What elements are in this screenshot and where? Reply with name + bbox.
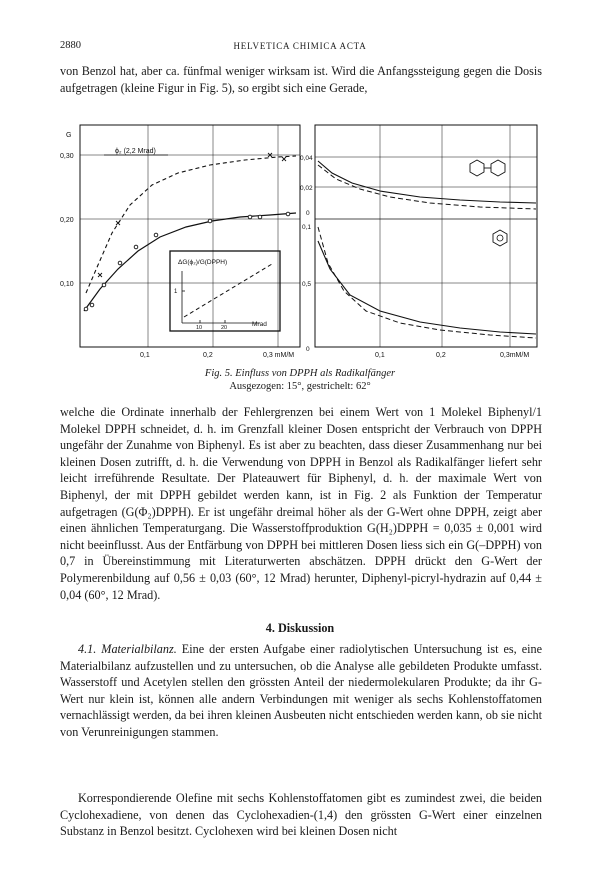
left-x-tick-03: 0,3 mM/M: [263, 352, 295, 359]
intro-text: von Benzol hat, aber ca. fünfmal weniger wirksam ist. Wird die Anfangssteigung gegen die Dosis aufgetragen (kleine Figur in Fig. 5), so ergibt sich eine Gerade,: [60, 64, 542, 95]
right-y-tick-0-bottom: 0: [306, 346, 310, 353]
running-header: [60, 40, 540, 54]
paragraph-2-title: 4.1. Materialbilanz.: [78, 642, 177, 656]
figure-5: [60, 123, 540, 367]
right-y-tick-01: 0,1: [302, 224, 312, 231]
paragraph-1-block: [60, 404, 542, 603]
right-y-tick-004: 0,04: [300, 155, 313, 162]
page-number: 2880: [60, 40, 81, 51]
left-panel: [80, 125, 300, 347]
left-x-tick-02: 0,2: [203, 352, 213, 359]
intro-text-block: [60, 63, 542, 96]
left-y-tick-030: 0,30: [60, 153, 74, 160]
inset-x-unit: Mrad: [252, 321, 267, 328]
right-y-tick-002: 0,02: [300, 185, 313, 192]
inset-x-tick-10: 10: [196, 325, 203, 331]
right-x-tick-03: 0,3mM/M: [500, 352, 530, 359]
paragraph-3-block: [60, 790, 542, 840]
caption-subtitle: Ausgezogen: 15°, gestrichelt: 62°: [229, 381, 371, 392]
series-label: ϕ₂ (2,2 Mrad): [115, 148, 156, 155]
figure-caption: [60, 367, 540, 393]
figure-5-svg: [60, 123, 540, 367]
left-y-label: G: [66, 132, 72, 139]
inset-x-tick-20: 20: [221, 325, 228, 331]
paragraph-2-text: Eine der ersten Aufgabe einer radiolytischen Untersuchung ist es, eine Materialbilanz aufzustellen und zu untersuchen, ob die Analyse alle gebildeten Produkte umfasst. Wasserstoff und Acetylen stellen den grössten Anteil der niedermolekularen Produkte; da ihr G-Wert nur klein ist, können alle andern Verbindungen mit weniger als sechs Kohlenstoffatomen vernachlässigt werden, da bei ihren kleinen Ausbeuten nicht entschieden werden kann, ob sie nicht von Verunreinigungen stammen.: [60, 642, 542, 739]
left-y-tick-020: 0,20: [60, 217, 74, 224]
journal-title: HELVETICA CHIMICA ACTA: [233, 41, 367, 51]
right-y-tick-0-top: 0: [306, 210, 310, 217]
left-x-tick-01: 0,1: [140, 352, 150, 359]
paragraph-2: [60, 641, 542, 741]
right-x-tick-02: 0,2: [436, 352, 446, 359]
left-y-tick-010: 0,10: [60, 281, 74, 288]
section-heading: 4. Diskussion: [265, 621, 335, 635]
inset-tick-1: 1: [174, 289, 178, 295]
paragraph-1: welche die Ordinate innerhalb der Fehlergrenzen bei einem Wert von 1 Molekel Biphenyl/1 Molekel DPPH schneidet, d. h. im Grenzfall kleiner Dosen entspricht der Verbrauch von DPPH ungefähr der Zunahme von Biphenyl. Es ist aber zu beachten, dass dieser Zusammenhang nur bei kleinen Dosen zutrifft, d. h. die Verwendung von DPPH in Benzol als Radikalfänger liefert sehr leicht irreführende Resultate. Der Plateauwert für Biphenyl, d. h. der maximale Wert von Biphenyl, der mit DPPH gebildet werden kann, ist in Fig. 2 als Funktion der Temperatur aufgetragen (G(Φ₂)DPPH). Er ist ungefähr dreimal höher als der G-Wert ohne DPPH, zeigt aber einen ähnlichen Temperaturgang. Die Wasserstoffproduktion G(H₂)DPPH = 0,035 ± 0,001 wird nicht beeinflusst. Aus der Entfärbung von DPPH bei mittleren Dosen liess sich ein G(–DPPH) von 0,7 in Übereinstimmung mit Literaturwerten abschätzen. DPPH drückt den G-Wert der Polymerenbildung auf 0,56 ± 0,03 (60°, 12 Mrad) herunter, Diphenyl-picryl-hydrazin auf 0,44 ± 0,04 (60°, 12 Mrad).: [60, 405, 542, 602]
caption-title: Fig. 5. Einfluss von DPPH als Radikalfänger: [204, 368, 396, 379]
paragraph-2-block: [60, 641, 542, 741]
right-y-tick-05: 0,5: [302, 281, 312, 288]
inset-label: ΔG(ϕ₂)/G(DPPH): [178, 259, 228, 266]
right-panel: [315, 125, 537, 347]
right-x-tick-01: 0,1: [375, 352, 385, 359]
paragraph-3: Korrespondierende Olefine mit sechs Kohlenstoffatomen gibt es zumindest zwei, die beiden Cyclohexadiene, von denen das Cyclohexadien-(1,4) den grössten G-Wert einer einzelnen Substanz in Benzol besitzt. Cyclohexen wird bei kleinen Dosen nicht: [60, 791, 542, 839]
